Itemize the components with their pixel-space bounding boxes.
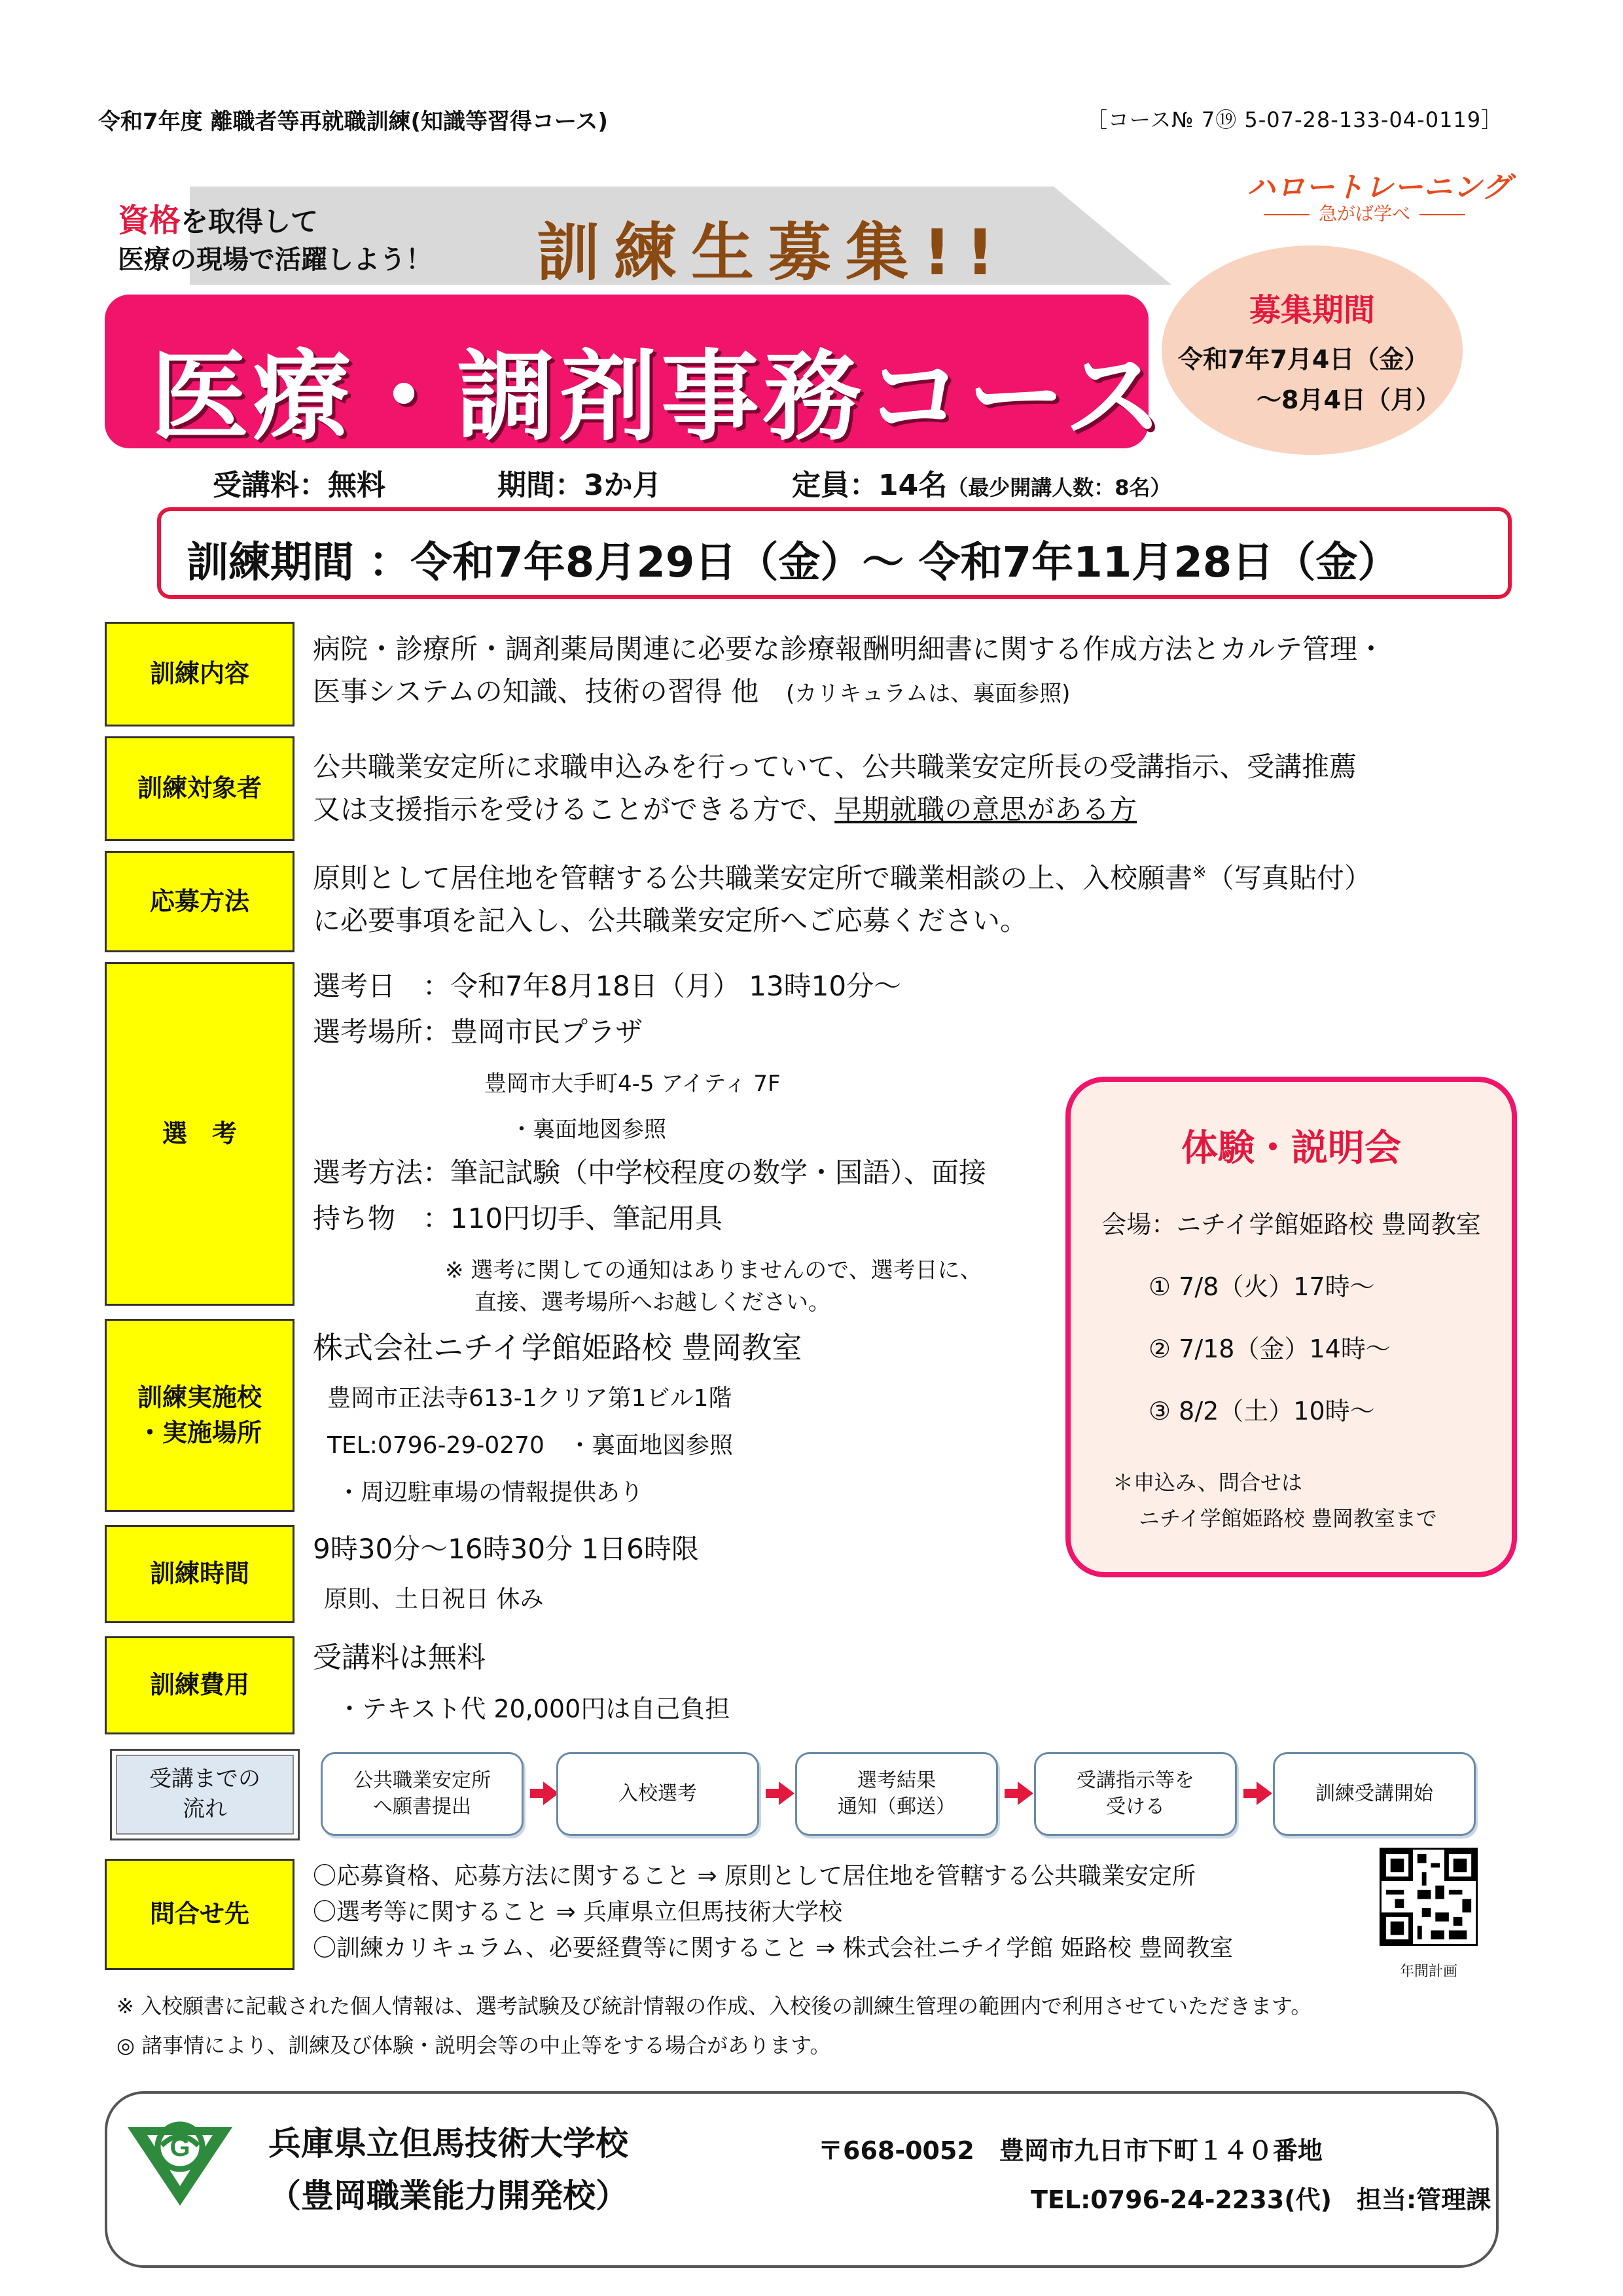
flow-label-line2: 流れ [183,1796,227,1822]
contact-line1: 〇応募資格、応募方法に関すること ⇒ 原則として居住地を管轄する公共職業安定所 [313,1863,1196,1890]
capacity-info [792,461,1171,503]
capacity-note: （最少開講人数：8名） [947,475,1171,500]
label-selection: 選 考 [105,962,294,1306]
hours-line1: 9時30分～16時30分 1日6時限 [313,1533,699,1565]
contact-line2: 〇選考等に関すること ⇒ 兵庫県立但馬技術大学校 [313,1899,843,1926]
label-training-content: 訓練内容 [105,622,294,726]
apply-line1-text: 原則として居住地を管轄する公共職業安定所で職業相談の上、入校願書 [313,862,1193,894]
recruit-headline: 訓練生募集!! [537,216,1009,289]
tagline-rest: を取得して [181,206,319,238]
cost-line2: ・テキスト代 20,000円は自己負担 [337,1695,730,1723]
info-session-3: ③ 8/2（土）10時～ [1149,1397,1375,1426]
target-line2-text: 又は支援指示を受けることができる方で、 [313,793,835,825]
training-content-line2 [313,671,1070,712]
contact-line3: 〇訓練カリキュラム、必要経費等に関すること ⇒ 株式会社ニチイ学館 姫路校 豊岡教室 [313,1935,1234,1962]
course-title: 医療・調剤事務コース [151,340,1167,454]
school-tel: TEL:0796-29-0270 ・裏面地図参照 [327,1432,733,1459]
tagline-1 [118,195,318,240]
target-line2 [313,789,1137,830]
selection-place: 選考場所：豊岡市民プラザ [313,1016,643,1048]
header-course-title: 令和7年度 離職者等再就職訓練(知識等習得コース) [98,109,608,135]
flow-step-1-line2: へ願書提出 [373,1795,471,1818]
label-hours: 訓練時間 [105,1525,294,1623]
footer-school-subname: （豊岡職業能力開発校） [268,2177,628,2215]
label-cost: 訓練費用 [105,1636,294,1734]
svg-text:G: G [169,2133,190,2162]
apply-photo-note: （写真貼付） [1206,862,1372,894]
label-apply: 応募方法 [105,851,294,952]
selection-note-1: ※ 選考に関しての通知はありませんので、選考日に、 [445,1257,982,1283]
hello-training-slogan: 急がば学べ [1243,200,1486,226]
target-emphasis: 早期就職の意思がある方 [834,793,1137,825]
flow-label-line1: 受講までの [149,1766,260,1793]
qr-caption: 年間計画 [1399,1964,1457,1980]
label-contact: 問合せ先 [105,1859,294,1970]
flow-arrow-2 [779,1782,794,1805]
training-content-text: 医事システムの知識、技術の習得 他 [313,675,759,708]
info-session-2: ② 7/18（金）14時～ [1149,1335,1391,1363]
flow-step-3-line1: 選考結果 [857,1768,936,1792]
apply-line1 [313,857,1372,899]
apply-note-mark: ※ [1192,863,1207,882]
cancellation-note: ◎ 諸事情により、訓練及び体験・説明会等の中止等をする場合があります。 [116,2033,831,2058]
flow-label [110,1749,300,1840]
info-session-note-1: ＊申込み、問合せは [1113,1470,1302,1495]
flow-step-5-line1: 訓練受講開始 [1315,1782,1433,1805]
info-session-note-2: ニチイ学館姫路校 豊岡教室まで [1139,1506,1437,1531]
tagline-highlight: 資格 [118,202,181,239]
hours-line2: 原則、土日祝日 休み [324,1586,544,1613]
info-session-title: 体験・説明会 [1181,1127,1401,1170]
school-address: 豊岡市正法寺613-1クリア第1ビル1階 [327,1385,732,1412]
flow-step-2-line1: 入校選考 [618,1782,697,1805]
fee-info: 受講料：無料 [213,469,385,502]
flow-step-4-line2: 受ける [1106,1795,1165,1818]
selection-map-note: ・裏面地図参照 [510,1117,666,1143]
selection-note-2: 直接、選考場所へお越しください。 [474,1289,830,1316]
label-school [105,1319,294,1512]
selection-method: 選考方法：筆記試験（中学校程度の数学・国語）、面接 [313,1157,987,1189]
school-parking: ・周辺駐車場の情報提供あり [337,1479,644,1506]
target-line1: 公共職業安定所に求職申込みを行っていて、公共職業安定所長の受講指示、受講推薦 [313,751,1357,783]
flow-step-4-line1: 受講指示等を [1077,1768,1194,1792]
flow-step-5 [1273,1752,1476,1836]
privacy-note: ※ 入校願書に記載された個人情報は、選考試験及び統計情報の作成、入校後の訓練生管理の範囲内で利用させていただきます。 [116,1994,1312,2018]
recruit-period-title: 募集期間 [1249,292,1375,329]
recruit-period-end: ～8月4日（月） [1257,386,1440,414]
header-course-number: ［コース№ 7⑲ 5-07-28-133-04-0119］ [1086,107,1503,132]
label-target: 訓練対象者 [105,736,294,841]
selection-items: 持ち物 ：110円切手、筆記用具 [313,1202,723,1234]
curriculum-note: (カリキュラムは、裏面参照) [786,681,1071,707]
qr-code[interactable] [1380,1848,1478,1946]
flow-arrow-4 [1257,1782,1272,1805]
cost-line1: 受講料は無料 [313,1641,486,1674]
flow-step-1-line1: 公共職業安定所 [353,1768,491,1792]
flow-step-3-line2: 通知（郵送） [838,1795,955,1818]
label-school-line1: 訓練実施校 [137,1383,262,1412]
flow-step-2 [556,1752,759,1836]
selection-date: 選考日 ：令和7年8月18日（月） 13時10分～ [313,970,902,1002]
capacity-value: 定員：14名 [792,469,948,502]
footer-tel: TEL:0796-24-2233(代) 担当:管理課 [1031,2185,1491,2214]
footer-school-name: 兵庫県立但馬技術大学校 [268,2125,628,2162]
flow-arrow-3 [1018,1782,1033,1805]
info-session-1: ① 7/8（火）17時～ [1149,1272,1375,1301]
hello-training-logo: ハロートレーニング [1247,171,1512,204]
school-emblem-icon [121,2108,239,2212]
duration-info: 期間：3か月 [497,469,662,502]
flow-step-4 [1034,1752,1237,1836]
recruit-period-start: 令和7年7月4日（金） [1178,345,1429,374]
apply-line2: に必要事項を記入し、公共職業安定所へご応募ください。 [313,905,1028,937]
training-period: 訓練期間 ：令和7年8月29日（金）～ 令和7年11月28日（金） [187,539,1400,587]
training-content-line1: 病院・診療所・調剤薬局関連に必要な診療報酬明細書に関する作成方法とカルテ管理・ [313,633,1385,665]
flow-step-1 [321,1752,524,1836]
qr-code-icon [1382,1850,1476,1944]
info-session-venue: 会場：ニチイ学館姫路校 豊岡教室 [1101,1210,1481,1239]
label-school-line2: ・実施場所 [137,1418,262,1447]
school-name: 株式会社ニチイ学館姫路校 豊岡教室 [313,1330,802,1365]
tagline-2: 医療の現場で活躍しよう！ [118,245,432,275]
selection-address: 豊岡市大手町4-5 アイティ 7F [484,1071,781,1097]
footer-address: 〒668-0052 豊岡市九日市下町１４０番地 [818,2136,1323,2165]
flow-step-3 [795,1752,998,1836]
